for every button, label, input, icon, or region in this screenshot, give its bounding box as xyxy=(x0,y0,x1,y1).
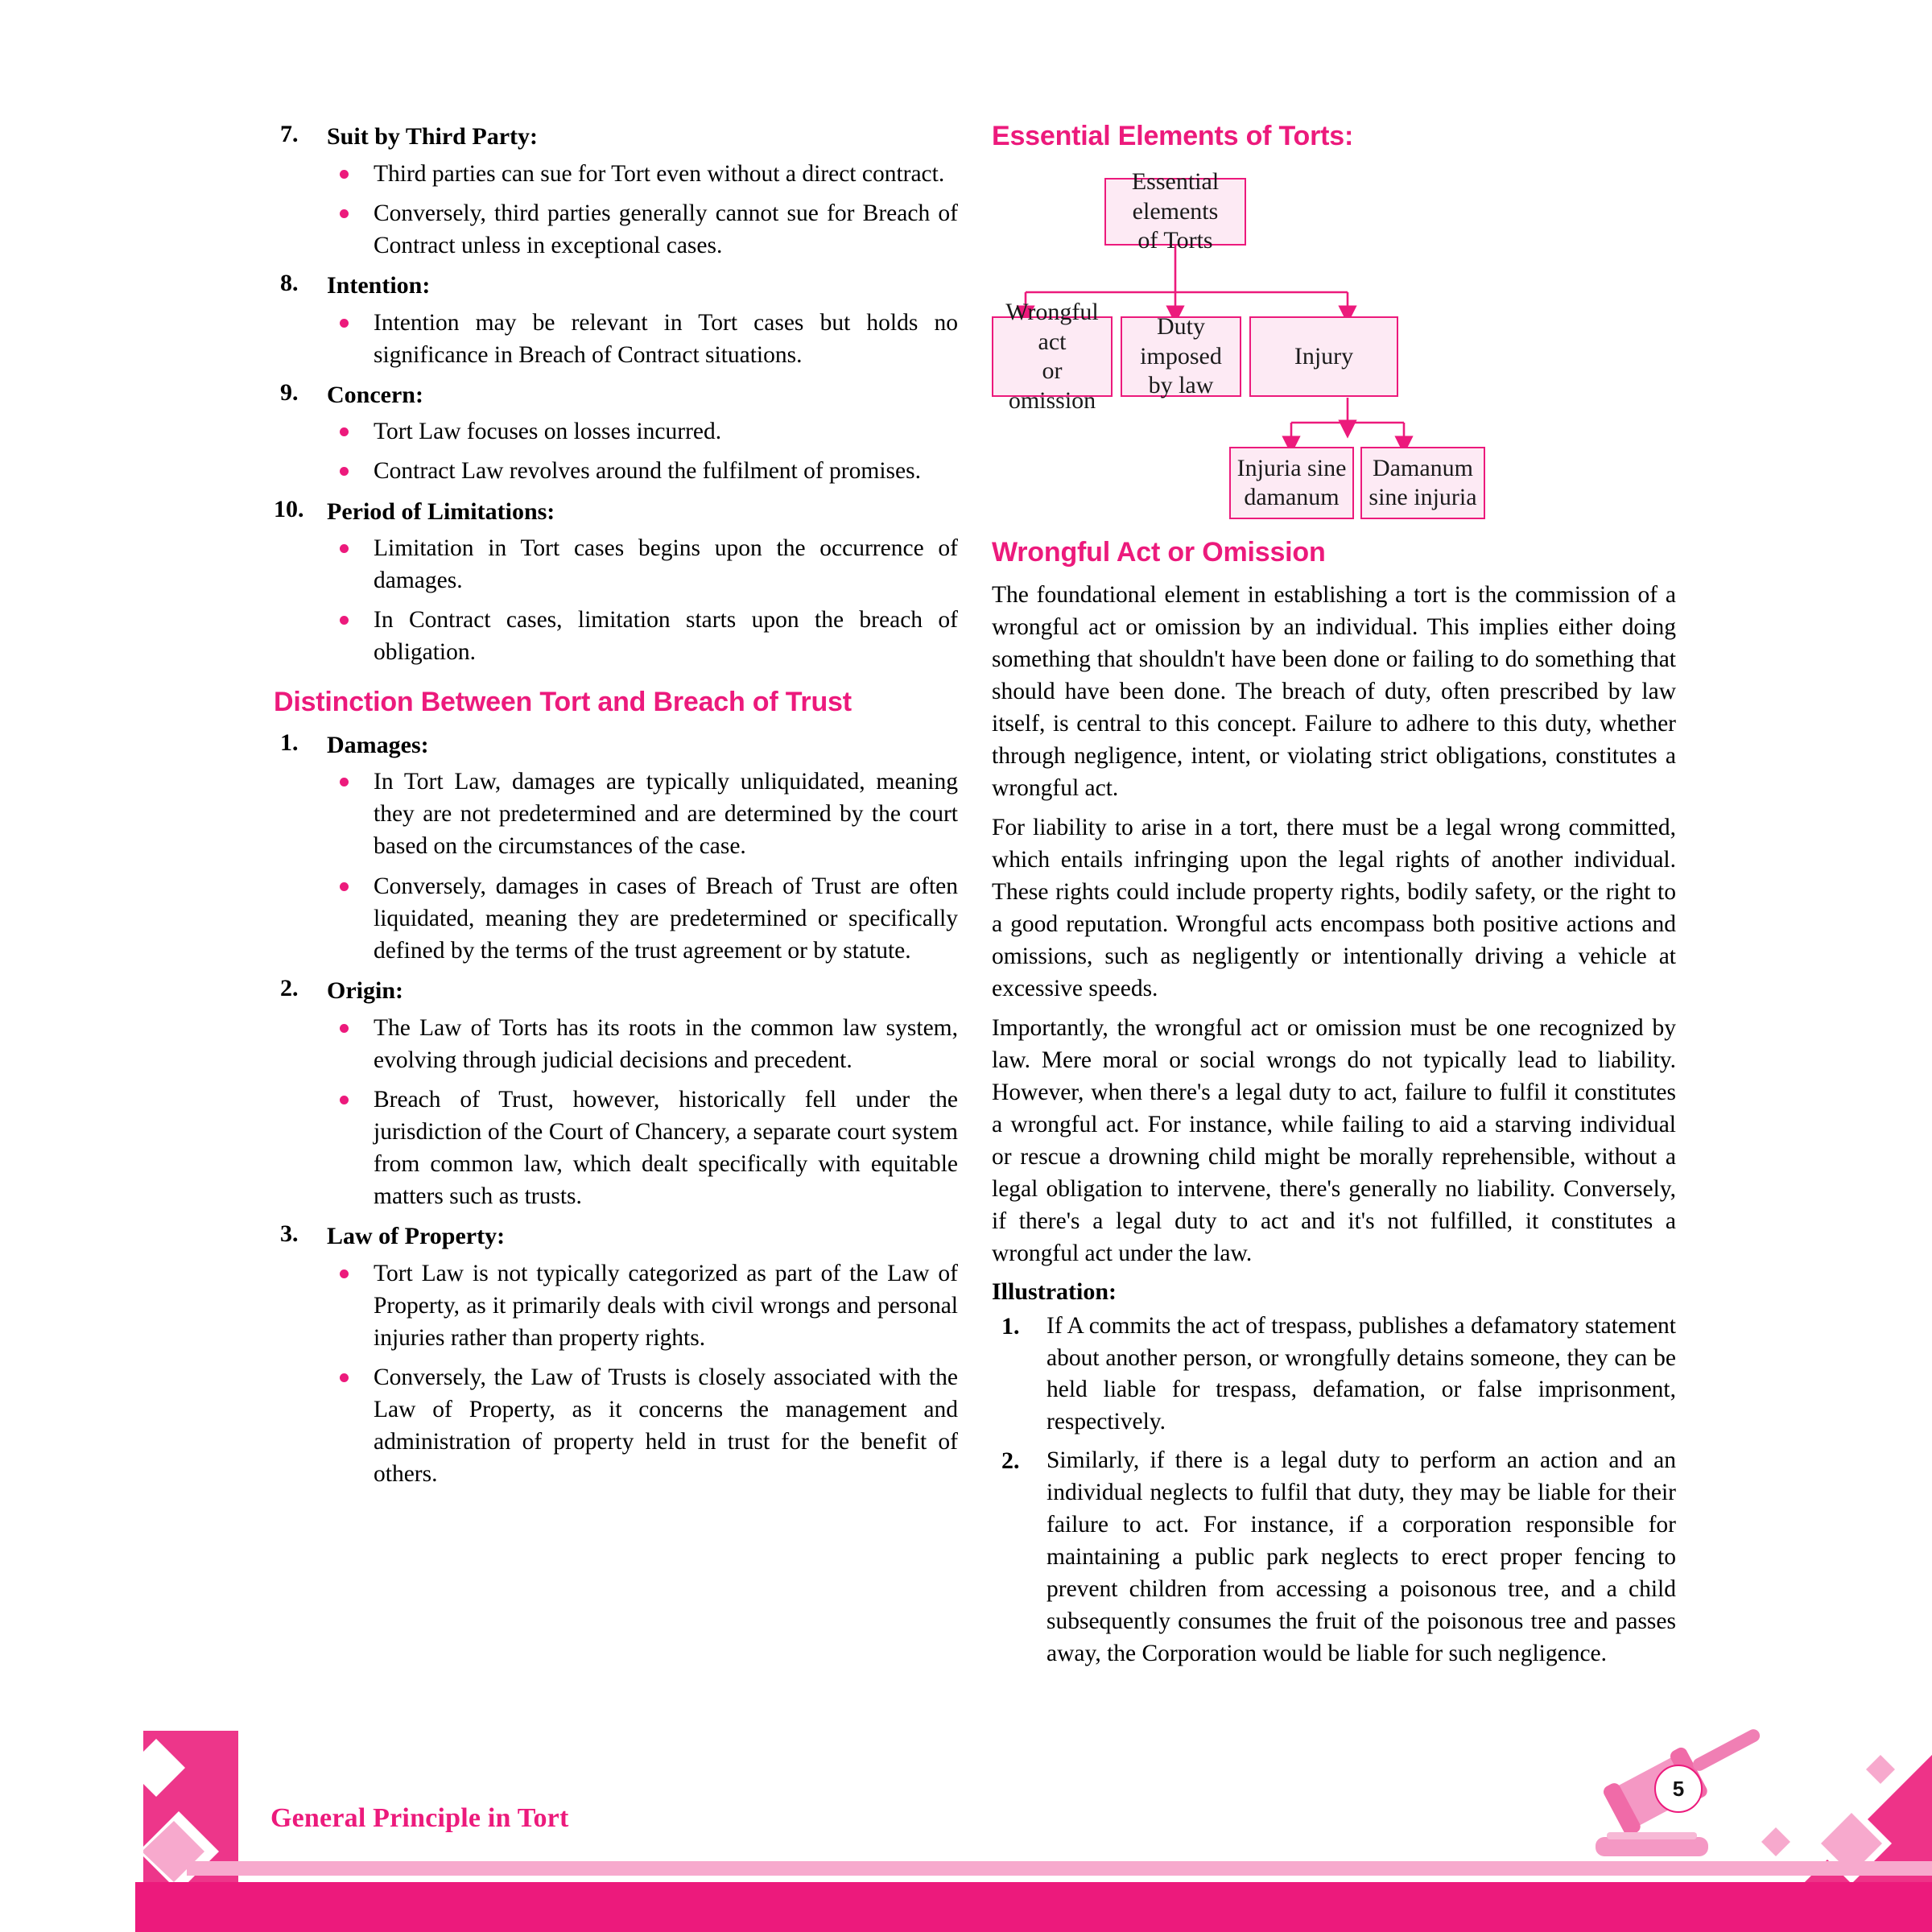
list-item xyxy=(274,270,958,371)
left-column xyxy=(274,121,958,1499)
list-item: Breach of Trust, however, historically fell under the jurisdiction of the Court of Chancery, a separate court system from common law, which dealt specifically with equitable matters such as trusts. xyxy=(327,1084,958,1212)
list-item-title: Origin: xyxy=(327,976,403,1004)
list-item: The Law of Torts has its roots in the common law system, evolving through judicial decisions and precedent. xyxy=(327,1012,958,1076)
node-line-2: or omission xyxy=(1008,357,1096,414)
essential-elements-flow-diagram xyxy=(992,163,1676,526)
diagram-node-injuria-sine-damanum xyxy=(1229,447,1354,519)
list-item: Tort Law is not typically categorized as part of the Law of Property, as it primarily deals with civil wrongs and personal injuries rather than property rights. xyxy=(327,1257,958,1354)
paragraph: The foundational element in establishing a tort is the commission of a wrongful act or omission by an individual. This implies either doing something that shouldn't have been done or failing to do something that should have been done. The breach of duty, often prescribed by law itself, is central to this concept. Failure to adhere to this duty, whether through negligence, intent, or violating strict obligations, constitutes a wrongful act. xyxy=(992,582,1676,801)
diagram-node-injury xyxy=(1249,316,1398,397)
node-line-2: sine injuria xyxy=(1368,484,1477,511)
list-number: 2. xyxy=(280,974,299,1001)
bullet-list xyxy=(327,1012,958,1213)
paragraph: Importantly, the wrongful act or omission must be one recognized by law. Mere moral or social wrongs do not typically lead to liability. However, when there's a legal duty to act, failure to fulfil it constitutes a wrongful act. For instance, while failing to aid a starving individual or rescue a drowning child might be morally reprehensible, without a legal obligation to intervene, there's generally no liability. Conversely, if there's a legal duty to act and it's not fulfilled, it constitutes a wrongful act under the law. xyxy=(992,1014,1676,1266)
page-footer xyxy=(0,1723,1932,1932)
section-heading-distinction: Distinction Between Tort and Breach of Trust xyxy=(274,686,852,717)
diagram-node-duty-imposed xyxy=(1121,313,1241,399)
list-item xyxy=(274,121,958,262)
bullet-list xyxy=(327,766,958,967)
list-item-text: Similarly, if there is a legal duty to perform an action and an individual neglects to fulfil that duty, they may be liable for their failure to act. For instance, if a corporation responsible for maintaining a public park neglects to erect proper fencing to prevent children from accessing a poisonous tree, and a child subsequently consumes the fruit of the poisonous tree and passes away, the Corporation would be liable for such negligence. xyxy=(1046,1447,1676,1667)
node-line-1: Injury xyxy=(1294,342,1354,369)
list-item-text: If A commits the act of trespass, publishes a defamatory statement about another person, or wrongfully detains someone, they can be held liable for trespass, defamation, or false imprisonment, respectively. xyxy=(1046,1312,1676,1435)
node-line-1: Essential elements xyxy=(1131,168,1220,225)
list-number: 2. xyxy=(1001,1447,1020,1475)
list-item xyxy=(992,1311,1676,1439)
bullet-list xyxy=(327,532,958,668)
list-item: Limitation in Tort cases begins upon the occurrence of damages. xyxy=(327,532,958,597)
list-number: 3. xyxy=(280,1220,299,1248)
list-item: Conversely, the Law of Trusts is closely associated with the Law of Property, as it concerns the management and administration of property held in trust for the benefit of others. xyxy=(327,1361,958,1490)
list-number: 1. xyxy=(280,729,299,756)
illustration-label: Illustration: xyxy=(992,1278,1117,1305)
list-item-title: Suit by Third Party: xyxy=(327,123,538,150)
bullet-list xyxy=(327,415,958,487)
paragraph: For liability to arise in a tort, there must be a legal wrong committed, which entails infringing upon the legal rights of another individual. These rights could include property rights, bodily safety, or the right to a good reputation. Wrongful acts encompass both positive actions and omissions, such as negligently or intentionally driving a vehicle at excessive speeds. xyxy=(992,814,1676,1001)
node-line-1: Injuria sine xyxy=(1236,454,1347,481)
list-item: Conversely, third parties generally cannot sue for Breach of Contract unless in exceptional cases. xyxy=(327,197,958,262)
right-column xyxy=(992,121,1676,1677)
bullet-list xyxy=(327,307,958,371)
list-item-title: Concern: xyxy=(327,381,423,408)
list-item: In Tort Law, damages are typically unliquidated, meaning they are not predetermined and are determined by the court based on the circumstances of the case. xyxy=(327,766,958,862)
list-item xyxy=(992,1445,1676,1670)
bullet-list xyxy=(327,1257,958,1491)
list-number: 7. xyxy=(280,121,299,147)
list-item: Tort Law focuses on losses incurred. xyxy=(327,415,958,448)
list-item: In Contract cases, limitation starts upon the breach of obligation. xyxy=(327,604,958,668)
node-line-1: Wrongful act xyxy=(1005,298,1099,355)
section-heading-essential-elements: Essential Elements of Torts: xyxy=(992,121,1354,151)
list-item: Conversely, damages in cases of Breach of Trust are often liquidated, meaning they are predetermined or specifically defined by the terms of the trust agreement or by statute. xyxy=(327,870,958,967)
footer-bar-solid xyxy=(135,1882,1932,1932)
node-line-1: Duty imposed xyxy=(1140,313,1222,369)
bullet-list xyxy=(327,158,958,262)
list-item xyxy=(274,1220,958,1490)
diagram-node-wrongful-act xyxy=(992,298,1113,414)
diagram-node-root xyxy=(1104,168,1246,254)
node-line-2: by law xyxy=(1148,372,1214,399)
footer-title: General Principle in Tort xyxy=(270,1803,569,1833)
list-item: Intention may be relevant in Tort cases but holds no significance in Breach of Contract situations. xyxy=(327,307,958,371)
list-item: Contract Law revolves around the fulfilment of promises. xyxy=(327,455,958,487)
list-item xyxy=(274,379,958,488)
list-item xyxy=(274,496,958,669)
node-line-2: damanum xyxy=(1244,484,1340,511)
list-number: 10. xyxy=(274,495,304,522)
section-heading-wrongful-act: Wrongful Act or Omission xyxy=(992,537,1326,568)
list-item-title: Intention: xyxy=(327,271,431,299)
list-number: 1. xyxy=(1001,1312,1020,1340)
diagram-node-damanum-sine-injuria xyxy=(1360,447,1485,519)
list-number: 8. xyxy=(280,269,299,296)
list-item-title: Period of Limitations: xyxy=(327,497,555,525)
illustration-list xyxy=(992,1311,1676,1671)
list-item-title: Damages: xyxy=(327,731,429,758)
node-line-2: of Torts xyxy=(1137,227,1213,254)
distinction-numbered-list xyxy=(274,729,958,1491)
list-number: 9. xyxy=(280,378,299,406)
list-item xyxy=(274,729,958,967)
page-number-badge: 5 xyxy=(1654,1765,1703,1813)
list-item-title: Law of Property: xyxy=(327,1223,506,1250)
node-line-1: Damanum xyxy=(1373,454,1473,481)
list-item: Third parties can sue for Tort even without a direct contract. xyxy=(327,158,958,190)
list-item xyxy=(274,975,958,1212)
continued-numbered-list xyxy=(274,121,958,669)
